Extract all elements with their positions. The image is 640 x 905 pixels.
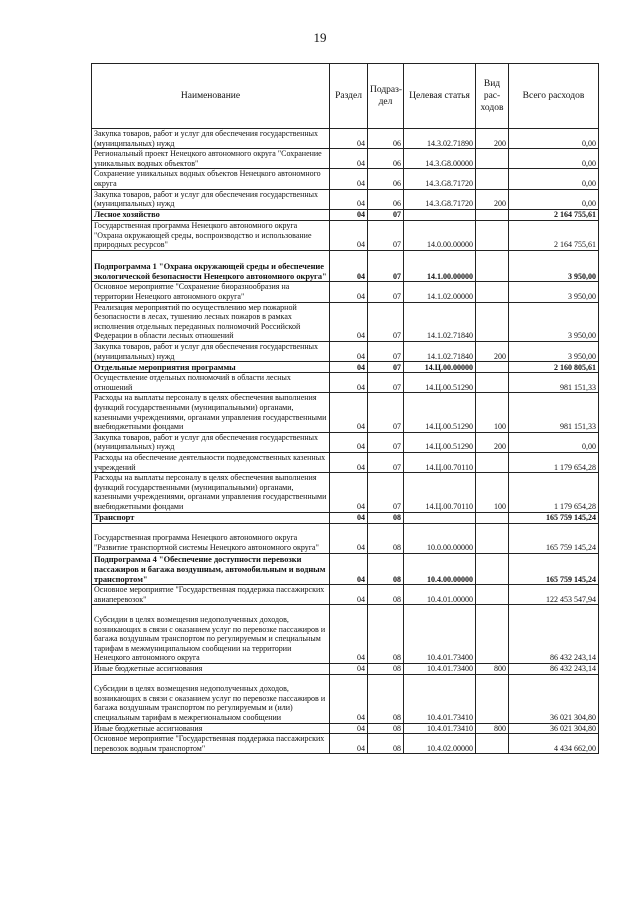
row-kind: 100 [476,393,509,432]
row-target: 14.Ц.00.70110 [404,453,476,473]
row-name: Иные бюджетные ассигнования [92,663,330,674]
row-total: 2 164 755,61 [509,220,599,250]
row-subsection: 07 [368,282,404,302]
header-row [92,64,599,129]
table-row [92,341,599,361]
row-target: 14.Ц.00.51290 [404,432,476,452]
row-name: Закупка товаров, работ и услуг для обеспечения государственных (муниципальных) нужд [92,189,330,209]
table-body [92,129,599,754]
row-target: 14.3.G8.71720 [404,189,476,209]
row-subsection: 07 [368,473,404,512]
table-row [92,723,599,734]
row-subsection: 07 [368,362,404,373]
row-kind [476,250,509,282]
row-kind [476,674,509,723]
row-target: 14.3.02.71890 [404,129,476,149]
row-kind [476,220,509,250]
row-subsection: 07 [368,341,404,361]
row-section: 04 [330,169,368,189]
row-target: 14.Ц.00.70110 [404,473,476,512]
row-section: 04 [330,302,368,341]
row-subsection: 08 [368,723,404,734]
row-total: 2 160 805,61 [509,362,599,373]
row-subsection: 07 [368,220,404,250]
row-section: 04 [330,432,368,452]
row-section: 04 [330,209,368,220]
row-target: 10.4.01.73400 [404,605,476,664]
row-section: 04 [330,553,368,585]
row-name: Закупка товаров, работ и услуг для обеспечения государственных (муниципальных) нужд [92,129,330,149]
row-total: 981 151,33 [509,373,599,393]
row-kind [476,169,509,189]
table-row [92,302,599,341]
row-target: 10.4.01.73410 [404,674,476,723]
row-section: 04 [330,362,368,373]
row-kind [476,453,509,473]
row-subsection: 06 [368,189,404,209]
row-target: 14.Ц.00.00000 [404,362,476,373]
row-total: 4 434 662,00 [509,734,599,754]
row-subsection: 07 [368,373,404,393]
table-row [92,553,599,585]
row-section: 04 [330,674,368,723]
row-kind: 200 [476,189,509,209]
table-header [92,64,599,129]
row-subsection: 06 [368,149,404,169]
header-name: Наименование [92,64,330,129]
row-total: 3 950,00 [509,341,599,361]
row-section: 04 [330,663,368,674]
row-kind [476,605,509,664]
row-subsection: 07 [368,250,404,282]
row-section: 04 [330,585,368,605]
row-section: 04 [330,393,368,432]
row-section: 04 [330,523,368,553]
row-kind [476,209,509,220]
row-total: 3 950,00 [509,282,599,302]
row-kind [476,373,509,393]
table-row [92,209,599,220]
header-kind: Вид рас-ходов [476,64,509,129]
row-kind [476,512,509,523]
row-subsection: 08 [368,585,404,605]
row-total: 0,00 [509,129,599,149]
row-total: 3 950,00 [509,302,599,341]
row-name: Реализация мероприятий по осуществлению мер пожарной безопасности в лесах, тушению лесных пожаров в рамках исполнения отдельных переданных полномочий Российской Федерации в области лесных отношений [92,302,330,341]
row-total: 165 759 145,24 [509,523,599,553]
table-row [92,373,599,393]
row-name: Иные бюджетные ассигнования [92,723,330,734]
row-kind: 200 [476,129,509,149]
row-subsection: 08 [368,734,404,754]
row-kind [476,553,509,585]
row-name: Лесное хозяйство [92,209,330,220]
row-target: 10.4.00.00000 [404,553,476,585]
row-total: 122 453 547,94 [509,585,599,605]
row-section: 04 [330,282,368,302]
row-target: 10.4.01.73410 [404,723,476,734]
table-row [92,674,599,723]
table-row [92,512,599,523]
row-kind [476,585,509,605]
table-row [92,189,599,209]
row-subsection: 06 [368,129,404,149]
row-section: 04 [330,512,368,523]
row-subsection: 07 [368,453,404,473]
row-name: Основное мероприятие "Государственная поддержка пассажирских авиаперевозок" [92,585,330,605]
table-row [92,129,599,149]
row-target: 14.1.02.71840 [404,302,476,341]
header-subsection: Подраз-дел [368,64,404,129]
row-target [404,512,476,523]
row-kind [476,523,509,553]
row-section: 04 [330,129,368,149]
row-target: 14.Ц.00.51290 [404,393,476,432]
row-name: Транспорт [92,512,330,523]
header-section: Раздел [330,64,368,129]
row-kind [476,149,509,169]
row-section: 04 [330,373,368,393]
row-section: 04 [330,723,368,734]
row-name: Основное мероприятие "Государственная поддержка пассажирских перевозок водным транспортом" [92,734,330,754]
row-name: Отдельные мероприятия программы [92,362,330,373]
row-section: 04 [330,605,368,664]
row-target: 14.1.02.71840 [404,341,476,361]
header-target: Целевая статья [404,64,476,129]
row-total: 981 151,33 [509,393,599,432]
row-total: 86 432 243,14 [509,605,599,664]
row-subsection: 08 [368,523,404,553]
row-section: 04 [330,453,368,473]
table-row [92,393,599,432]
row-subsection: 08 [368,605,404,664]
table-row [92,220,599,250]
row-kind: 800 [476,723,509,734]
row-total: 1 179 654,28 [509,453,599,473]
row-section: 04 [330,149,368,169]
row-target [404,209,476,220]
row-name: Закупка товаров, работ и услуг для обеспечения государственных (муниципальных) нужд [92,341,330,361]
row-section: 04 [330,341,368,361]
row-subsection: 08 [368,674,404,723]
row-total: 86 432 243,14 [509,663,599,674]
table-row [92,605,599,664]
row-kind: 200 [476,432,509,452]
page-number: 19 [313,30,327,45]
row-total: 165 759 145,24 [509,553,599,585]
row-subsection: 07 [368,209,404,220]
row-name: Подпрограмма 1 "Охрана окружающей среды и обеспечение экологической безопасности Ненецкого автономного округа" [92,250,330,282]
row-name: Сохранение уникальных водных объектов Ненецкого автономного округа [92,169,330,189]
row-kind: 100 [476,473,509,512]
row-name: Расходы на выплаты персоналу в целях обеспечения выполнения функций государственными (муниципальными) органами, казенными учреждениями, органами управления государственными внебюджетными фондами [92,393,330,432]
table-row [92,362,599,373]
row-total: 1 179 654,28 [509,473,599,512]
row-kind [476,734,509,754]
row-subsection: 08 [368,663,404,674]
row-name: Подпрограмма 4 "Обеспечение доступности перевозки пассажиров и багажа воздушным, автомобильным и водным транспортом" [92,553,330,585]
row-total: 3 950,00 [509,250,599,282]
row-section: 04 [330,473,368,512]
row-total: 0,00 [509,189,599,209]
row-name: Государственная программа Ненецкого автономного округа "Развитие транспортной системы Ненецкого автономного округа" [92,523,330,553]
row-total: 0,00 [509,169,599,189]
row-subsection: 06 [368,169,404,189]
row-name: Осуществление отдельных полномочий в области лесных отношений [92,373,330,393]
table-row [92,473,599,512]
table-row [92,734,599,754]
row-name: Закупка товаров, работ и услуг для обеспечения государственных (муниципальных) нужд [92,432,330,452]
table-row [92,453,599,473]
row-total: 36 021 304,80 [509,723,599,734]
row-name: Субсидии в целях возмещения недополученных доходов, возникающих в связи с оказанием услуг по перевозке пассажиров и багажа воздушным транспортом по регулируемым и (или) специальным тарифам в межрегиональном сообщении [92,674,330,723]
table-row [92,585,599,605]
row-subsection: 07 [368,393,404,432]
row-total: 0,00 [509,149,599,169]
row-kind [476,302,509,341]
row-kind: 800 [476,663,509,674]
row-target: 10.4.01.00000 [404,585,476,605]
table-row [92,663,599,674]
row-kind: 200 [476,341,509,361]
row-total: 165 759 145,24 [509,512,599,523]
budget-table [91,63,599,754]
row-section: 04 [330,250,368,282]
table-row [92,250,599,282]
row-total: 0,00 [509,432,599,452]
row-total: 36 021 304,80 [509,674,599,723]
row-section: 04 [330,734,368,754]
row-name: Региональный проект Ненецкого автономного округа "Сохранение уникальных водных объектов" [92,149,330,169]
table-row [92,432,599,452]
table-row [92,149,599,169]
row-target: 10.4.02.00000 [404,734,476,754]
row-name: Субсидии в целях возмещения недополученных доходов, возникающих в связи с оказанием услуг по перевозке пассажиров и багажа воздушным транспортом по регулируемым и специальным тарифам в межмуниципальном сообщении на территории Ненецкого автономного округа [92,605,330,664]
row-target: 14.1.00.00000 [404,250,476,282]
row-kind [476,362,509,373]
header-total: Всего расходов [509,64,599,129]
row-subsection: 08 [368,512,404,523]
row-name: Расходы на обеспечение деятельности подведомственных казенных учреждений [92,453,330,473]
table-row [92,523,599,553]
row-target: 14.1.02.00000 [404,282,476,302]
row-subsection: 07 [368,432,404,452]
row-target: 14.Ц.00.51290 [404,373,476,393]
row-name: Государственная программа Ненецкого автономного округа "Охрана окружающей среды, воспроизводство и использование природных ресурсов" [92,220,330,250]
row-target: 14.0.00.00000 [404,220,476,250]
row-section: 04 [330,189,368,209]
row-name: Основное мероприятие "Сохранение биоразнообразия на территории Ненецкого автономного округа" [92,282,330,302]
row-name: Расходы на выплаты персоналу в целях обеспечения выполнения функций государственными (муниципальными) органами, казенными учреждениями, органами управления государственными внебюджетными фондами [92,473,330,512]
row-total: 2 164 755,61 [509,209,599,220]
row-section: 04 [330,220,368,250]
row-target: 14.3.G8.00000 [404,149,476,169]
row-target: 10.4.01.73400 [404,663,476,674]
table-row [92,282,599,302]
row-subsection: 07 [368,302,404,341]
row-target: 14.3.G8.71720 [404,169,476,189]
row-kind [476,282,509,302]
table-row [92,169,599,189]
row-subsection: 08 [368,553,404,585]
row-target: 10.0.00.00000 [404,523,476,553]
